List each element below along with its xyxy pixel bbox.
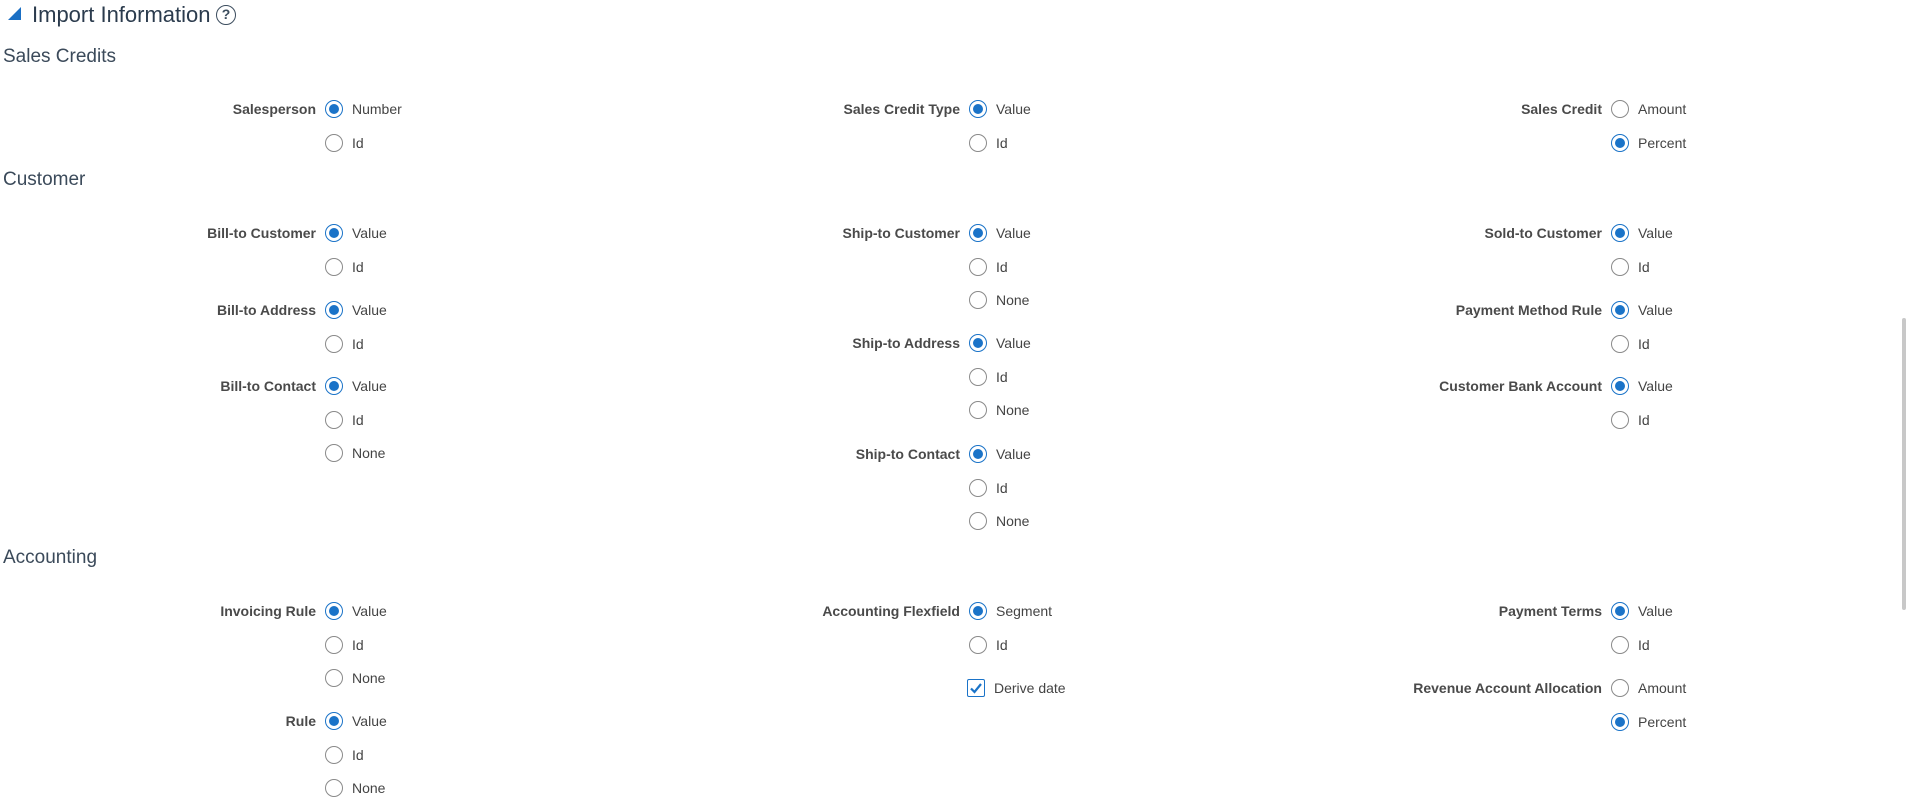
- radio-button[interactable]: [969, 602, 987, 620]
- radio-option-label[interactable]: Value: [1638, 302, 1673, 318]
- field-label: Sold-to Customer: [1484, 225, 1602, 241]
- radio-option[interactable]: [969, 635, 1008, 655]
- radio-option[interactable]: [325, 376, 387, 396]
- radio-button[interactable]: [325, 377, 343, 395]
- radio-option-label[interactable]: None: [996, 513, 1030, 529]
- radio-option-label[interactable]: Value: [352, 713, 387, 729]
- radio-option-label[interactable]: Id: [996, 637, 1008, 653]
- radio-option-label[interactable]: Value: [996, 335, 1031, 351]
- radio-option[interactable]: [1611, 678, 1686, 698]
- radio-option-label[interactable]: Amount: [1638, 101, 1687, 117]
- radio-option-label[interactable]: Id: [996, 259, 1008, 275]
- radio-button[interactable]: [325, 335, 343, 353]
- field-label: Accounting Flexfield: [822, 603, 960, 619]
- radio-option[interactable]: [1611, 376, 1673, 396]
- radio-option[interactable]: [325, 133, 364, 153]
- radio-option-label[interactable]: Value: [352, 603, 387, 619]
- radio-option[interactable]: [325, 668, 385, 688]
- radio-button[interactable]: [325, 602, 343, 620]
- radio-button[interactable]: [1611, 134, 1629, 152]
- radio-option[interactable]: [969, 400, 1029, 420]
- radio-option-label[interactable]: Percent: [1638, 135, 1687, 151]
- radio-button[interactable]: [325, 134, 343, 152]
- radio-option[interactable]: [969, 367, 1008, 387]
- radio-button[interactable]: [1611, 377, 1629, 395]
- radio-button[interactable]: [969, 445, 987, 463]
- radio-option[interactable]: [1611, 223, 1673, 243]
- field-label: Rule: [285, 713, 316, 729]
- radio-option-label[interactable]: Value: [352, 378, 387, 394]
- radio-option-label[interactable]: Percent: [1638, 714, 1687, 730]
- radio-option-label[interactable]: Value: [996, 446, 1031, 462]
- radio-option-label[interactable]: Id: [996, 369, 1008, 385]
- radio-option[interactable]: [325, 257, 364, 277]
- radio-button[interactable]: [1611, 602, 1629, 620]
- collapse-triangle-icon[interactable]: [8, 7, 21, 20]
- radio-option[interactable]: [969, 444, 1031, 464]
- radio-option-label[interactable]: Id: [352, 259, 364, 275]
- radio-option-label[interactable]: Value: [352, 302, 387, 318]
- radio-button[interactable]: [969, 291, 987, 309]
- radio-option[interactable]: [325, 778, 385, 798]
- radio-option[interactable]: [969, 511, 1029, 531]
- radio-option-label[interactable]: Value: [1638, 225, 1673, 241]
- radio-option-label[interactable]: None: [352, 670, 386, 686]
- derive-date-label[interactable]: Derive date: [994, 680, 1066, 696]
- radio-option[interactable]: [325, 410, 364, 430]
- radio-button[interactable]: [1611, 335, 1629, 353]
- radio-option[interactable]: [1611, 257, 1650, 277]
- field-label: Bill-to Address: [216, 302, 316, 318]
- radio-button[interactable]: [325, 301, 343, 319]
- radio-option[interactable]: [325, 300, 387, 320]
- radio-option-label[interactable]: Id: [352, 336, 364, 352]
- radio-button[interactable]: [969, 224, 987, 242]
- field-label: Sales Credit Type: [843, 101, 960, 117]
- radio-option[interactable]: [325, 635, 364, 655]
- derive-date-option[interactable]: [967, 678, 1066, 698]
- field-label: Bill-to Contact: [220, 378, 316, 394]
- radio-option-label[interactable]: Value: [1638, 603, 1673, 619]
- field-label: Ship-to Contact: [855, 446, 960, 462]
- radio-option-label[interactable]: Id: [996, 135, 1008, 151]
- radio-button[interactable]: [325, 100, 343, 118]
- field-label: Ship-to Customer: [842, 225, 960, 241]
- radio-option-label[interactable]: Amount: [1638, 680, 1687, 696]
- radio-option-label[interactable]: Value: [352, 225, 387, 241]
- radio-option-label[interactable]: Id: [352, 412, 364, 428]
- radio-option[interactable]: [325, 711, 387, 731]
- radio-button[interactable]: [325, 258, 343, 276]
- radio-button[interactable]: [969, 134, 987, 152]
- section-title-sales-credits: Sales Credits: [3, 46, 116, 67]
- radio-option-label[interactable]: Id: [996, 480, 1008, 496]
- radio-option-label[interactable]: Id: [1638, 637, 1650, 653]
- radio-button[interactable]: [969, 636, 987, 654]
- radio-option[interactable]: [969, 133, 1008, 153]
- radio-option-label[interactable]: Id: [352, 747, 364, 763]
- radio-button[interactable]: [969, 512, 987, 530]
- field-label: Revenue Account Allocation: [1413, 680, 1602, 696]
- field-label: Payment Method Rule: [1455, 302, 1602, 318]
- vertical-scrollbar[interactable]: [1902, 318, 1906, 610]
- radio-option-label[interactable]: None: [352, 445, 386, 461]
- radio-button[interactable]: [1611, 411, 1629, 429]
- radio-option-label[interactable]: Value: [1638, 378, 1673, 394]
- radio-button[interactable]: [1611, 636, 1629, 654]
- radio-option-label[interactable]: Value: [996, 225, 1031, 241]
- help-icon[interactable]: ?: [216, 5, 236, 25]
- radio-option[interactable]: [969, 99, 1031, 119]
- radio-option[interactable]: [325, 601, 387, 621]
- radio-option[interactable]: [1611, 601, 1673, 621]
- radio-option[interactable]: [969, 601, 1052, 621]
- field-label: Invoicing Rule: [220, 603, 316, 619]
- radio-button[interactable]: [969, 258, 987, 276]
- radio-button[interactable]: [969, 401, 987, 419]
- field-label: Customer Bank Account: [1439, 378, 1602, 394]
- page-title: Import Information: [32, 2, 211, 27]
- radio-button[interactable]: [325, 411, 343, 429]
- radio-option[interactable]: [325, 745, 364, 765]
- radio-option[interactable]: [1611, 712, 1686, 732]
- radio-option[interactable]: [1611, 133, 1686, 153]
- radio-option[interactable]: [325, 334, 364, 354]
- radio-option-label[interactable]: Id: [1638, 336, 1650, 352]
- radio-button[interactable]: [1611, 679, 1629, 697]
- radio-option[interactable]: [325, 443, 385, 463]
- radio-button[interactable]: [1611, 100, 1629, 118]
- radio-option[interactable]: [1611, 635, 1650, 655]
- radio-option[interactable]: [1611, 99, 1686, 119]
- field-label: Ship-to Address: [852, 335, 960, 351]
- radio-option[interactable]: [1611, 300, 1673, 320]
- radio-option-label[interactable]: Segment: [996, 603, 1053, 619]
- radio-button[interactable]: [969, 479, 987, 497]
- radio-option[interactable]: [969, 478, 1008, 498]
- field-label: Salesperson: [232, 101, 316, 117]
- radio-option[interactable]: [1611, 334, 1650, 354]
- field-label: Sales Credit: [1521, 101, 1602, 117]
- radio-option-label[interactable]: Value: [996, 101, 1031, 117]
- radio-button[interactable]: [325, 669, 343, 687]
- radio-button[interactable]: [325, 712, 343, 730]
- field-label: Bill-to Customer: [207, 225, 316, 241]
- radio-button[interactable]: [1611, 713, 1629, 731]
- radio-button[interactable]: [1611, 258, 1629, 276]
- radio-option[interactable]: [325, 223, 387, 243]
- radio-button[interactable]: [969, 368, 987, 386]
- radio-button[interactable]: [325, 224, 343, 242]
- radio-option-label[interactable]: None: [996, 402, 1030, 418]
- radio-option[interactable]: [325, 99, 402, 119]
- field-label: Payment Terms: [1498, 603, 1602, 619]
- radio-option[interactable]: [969, 223, 1031, 243]
- radio-button[interactable]: [1611, 301, 1629, 319]
- radio-option[interactable]: [969, 290, 1029, 310]
- derive-date-checkbox[interactable]: [967, 679, 985, 697]
- section-title-customer: Customer: [3, 169, 86, 190]
- radio-button[interactable]: [325, 636, 343, 654]
- radio-button[interactable]: [325, 746, 343, 764]
- radio-option-label[interactable]: Id: [352, 637, 364, 653]
- radio-option-label[interactable]: Id: [1638, 259, 1650, 275]
- radio-option-label[interactable]: None: [996, 292, 1030, 308]
- section-title-accounting: Accounting: [3, 547, 98, 568]
- radio-button[interactable]: [325, 779, 343, 797]
- radio-option[interactable]: [969, 333, 1031, 353]
- radio-option-label[interactable]: Id: [352, 135, 364, 151]
- radio-option[interactable]: [1611, 410, 1650, 430]
- radio-button[interactable]: [325, 444, 343, 462]
- radio-button[interactable]: [969, 100, 987, 118]
- radio-option-label[interactable]: None: [352, 780, 386, 796]
- radio-option-label[interactable]: Id: [1638, 412, 1650, 428]
- radio-button[interactable]: [1611, 224, 1629, 242]
- radio-option[interactable]: [969, 257, 1008, 277]
- radio-button[interactable]: [969, 334, 987, 352]
- radio-option-label[interactable]: Number: [352, 101, 402, 117]
